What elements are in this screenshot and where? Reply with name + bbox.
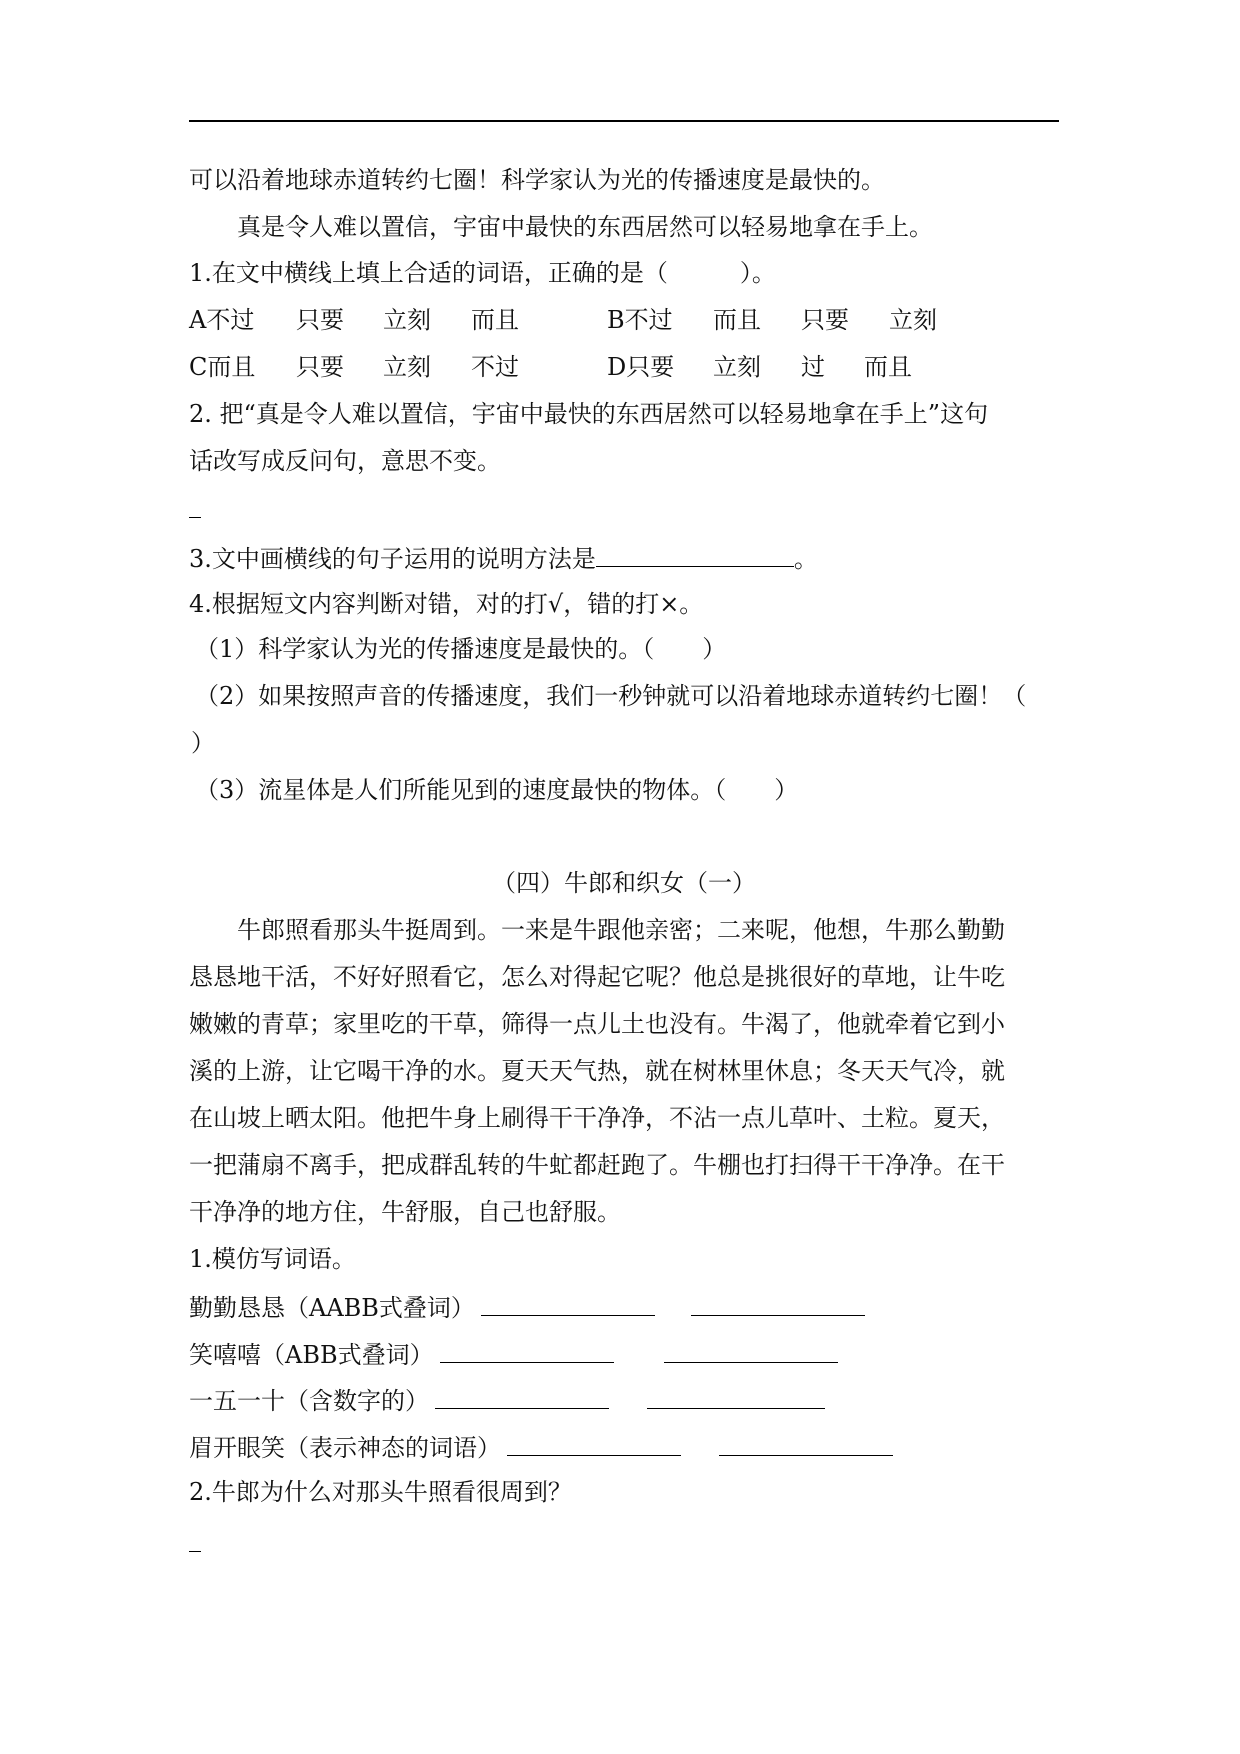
word-row-label: 眉开眼笑（表示神态的词语） <box>189 1434 501 1462</box>
answer-line-short[interactable] <box>189 517 201 518</box>
question-2-line-1: 2. 把“真是令人难以置信，宇宙中最快的东西居然可以轻易地拿在手上”这句 <box>189 400 989 428</box>
answer-line-short[interactable] <box>189 1551 201 1552</box>
passage-closing-sentence: 真是令人难以置信，宇宙中最快的东西居然可以轻易地拿在手上。 <box>237 213 933 241</box>
passage-line: 一把蒲扇不离手，把成群乱转的牛虻都赶跑了。牛棚也打扫得干干净净。在干 <box>189 1151 1005 1179</box>
question-3-end: 。 <box>793 545 818 573</box>
section-title: （四）牛郎和织女（一） <box>492 869 756 897</box>
question-4-item-1: （1）科学家认为光的传播速度是最快的。（ ） <box>195 635 727 663</box>
passage-line: 在山坡上晒太阳。他把牛身上刷得干干净净，不沾一点儿草叶、土粒。夏天， <box>189 1104 1005 1132</box>
option-b-word-3: 只要 <box>801 306 849 334</box>
word-row-label: 勤勤恳恳（AABB式叠词） <box>189 1294 475 1322</box>
answer-blank[interactable] <box>507 1429 681 1456</box>
option-a-word-4: 而且 <box>471 306 519 334</box>
question-3 <box>189 540 1069 576</box>
question-2-line-2: 话改写成反问句，意思不变。 <box>189 447 501 475</box>
word-row-aabb <box>189 1289 1069 1325</box>
word-row-label: 笑嘻嘻（ABB式叠词） <box>189 1341 434 1369</box>
option-c-word-1: C而且 <box>189 353 256 381</box>
question-1-prompt: 1.在文中横线上填上合适的词语，正确的是（ ）。 <box>189 259 776 287</box>
option-a-word-2: 只要 <box>296 306 344 334</box>
passage-line: 牛郎照看那头牛挺周到。一来是牛跟他亲密；二来呢，他想，牛那么勤勤 <box>237 916 1005 944</box>
option-b-word-4: 立刻 <box>889 306 937 334</box>
question-4-item-2-close: ） <box>191 729 215 757</box>
passage-line: 溪的上游，让它喝干净的水。夏天天气热，就在树林里休息；冬天天气冷，就 <box>189 1057 1005 1085</box>
passage-question-2-prompt: 2.牛郎为什么对那头牛照看很周到？ <box>189 1478 572 1506</box>
question-4-item-2: （2）如果按照声音的传播速度，我们一秒钟就可以沿着地球赤道转约七圈！（ <box>195 682 1027 710</box>
passage-continuation: 可以沿着地球赤道转约七圈！科学家认为光的传播速度是最快的。 <box>189 166 885 194</box>
option-b-word-1: B不过 <box>607 306 673 334</box>
option-d-word-2: 立刻 <box>713 353 761 381</box>
option-a-word-1: A不过 <box>189 306 255 334</box>
question-4-prompt: 4.根据短文内容判断对错，对的打√，错的打×。 <box>189 590 704 618</box>
word-row-label: 一五一十（含数字的） <box>189 1387 429 1415</box>
option-d-word-1: D只要 <box>607 353 675 381</box>
answer-blank[interactable] <box>647 1382 825 1409</box>
option-c-word-3: 立刻 <box>383 353 431 381</box>
passage-question-1-prompt: 1.模仿写词语。 <box>189 1245 356 1273</box>
option-c-word-2: 只要 <box>296 353 344 381</box>
answer-blank[interactable] <box>481 1289 655 1316</box>
answer-blank[interactable] <box>664 1336 838 1363</box>
passage-line: 干净净的地方住，牛舒服，自己也舒服。 <box>189 1198 621 1226</box>
word-row-expression <box>189 1429 1069 1465</box>
word-row-number <box>189 1382 1069 1418</box>
answer-blank[interactable] <box>719 1429 893 1456</box>
answer-blank[interactable] <box>440 1336 614 1363</box>
question-3-answer-blank[interactable] <box>596 540 794 567</box>
answer-blank[interactable] <box>691 1289 865 1316</box>
header-rule <box>189 120 1059 122</box>
passage-line: 恳恳地干活，不好好照看它，怎么对得起它呢？他总是挑很好的草地，让牛吃 <box>189 963 1005 991</box>
option-d-word-3: 过 <box>801 353 825 381</box>
passage-line: 嫩嫩的青草；家里吃的干草，筛得一点儿土也没有。牛渴了，他就牵着它到小 <box>189 1010 1005 1038</box>
option-a-word-3: 立刻 <box>383 306 431 334</box>
question-3-text: 3.文中画横线的句子运用的说明方法是 <box>189 545 596 573</box>
answer-blank[interactable] <box>435 1382 609 1409</box>
option-d-word-4: 而且 <box>864 353 912 381</box>
word-row-abb <box>189 1336 1069 1372</box>
option-b-word-2: 而且 <box>713 306 761 334</box>
question-4-item-3: （3）流星体是人们所能见到的速度最快的物体。（ ） <box>195 776 799 804</box>
option-c-word-4: 不过 <box>471 353 519 381</box>
